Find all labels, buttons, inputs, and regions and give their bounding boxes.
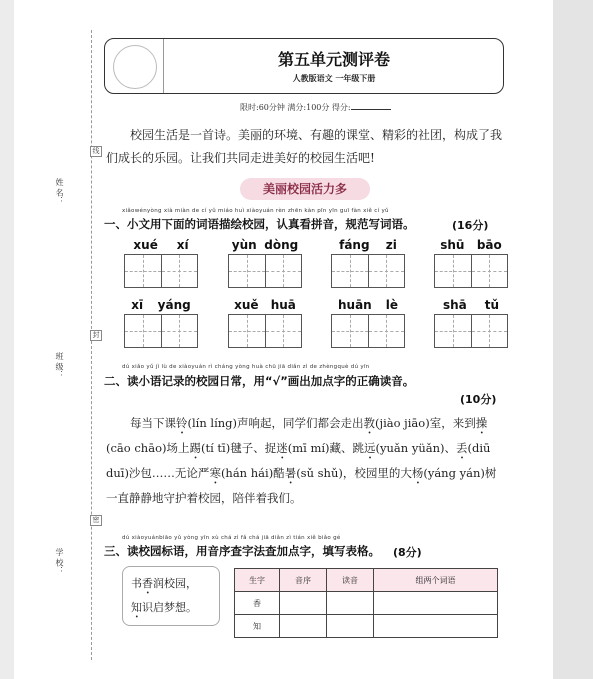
school-label: 学 校：: [55, 548, 64, 575]
writing-cell[interactable]: [435, 315, 472, 347]
slogan-line-1: [131, 573, 219, 597]
writing-cell[interactable]: [332, 315, 369, 347]
pinyin-syllable: dòng: [264, 238, 299, 252]
lookup-table: [234, 568, 498, 638]
q2-passage: [106, 412, 506, 511]
writing-grid: [124, 254, 198, 288]
writing-cell[interactable]: [125, 315, 162, 347]
pinyin-syllable: huān: [338, 298, 372, 312]
writing-cell[interactable]: [435, 255, 472, 287]
intro-paragraph: 校园生活是一首诗。美丽的环境、有趣的课堂、精彩的社团，构成了我们成长的乐园。让我们共同走进美好的校园生活吧!: [106, 128, 503, 165]
pinyin-syllable: tǔ: [484, 298, 499, 312]
pinyin-syllable: xí: [176, 238, 189, 252]
binding-tag-top: 线: [90, 146, 102, 157]
right-edge: [553, 0, 593, 679]
writing-grid: [228, 314, 302, 348]
passage-text: (sǔ shǔ)，校园里的大: [296, 466, 412, 480]
score-blank[interactable]: [351, 101, 391, 110]
passage-text: (tí tī)毽子、捉: [200, 441, 277, 455]
class-field: [54, 352, 84, 379]
word-item: [434, 298, 508, 348]
dotted-char[interactable]: 寒: [209, 466, 221, 480]
q2-pinyin: dú xiǎo yǔ jì lù de xiàoyuán rì cháng yòng huà chū jiā diǎn zì de zhèngquè dú yīn: [122, 364, 370, 370]
word-pinyin: [124, 238, 198, 254]
writing-grid: [331, 314, 405, 348]
writing-grid: [434, 314, 508, 348]
binding-tag-bottom: 密: [90, 515, 102, 526]
table-answer-cell[interactable]: [280, 615, 327, 638]
passage-text: (jiào jiāo)室，来到: [375, 416, 476, 430]
table-header-cell: 组两个词语: [374, 569, 498, 592]
q1-pinyin: xiǎowényòng xià miàn de cí yǔ miáo huì xiàoyuán rèn zhēn kàn pīn yīn guī fàn xiě cí yǔ: [122, 208, 389, 214]
name-field: [54, 178, 84, 205]
class-label: 班 级：: [55, 352, 64, 379]
pinyin-syllable: fáng: [339, 238, 370, 252]
pinyin-syllable: xuě: [234, 298, 259, 312]
word-pinyin: [228, 238, 302, 254]
table-char-cell: 知: [235, 615, 280, 638]
left-edge: [0, 0, 14, 679]
slogan-dotted-char: 知: [131, 601, 142, 614]
word-item: [331, 238, 405, 288]
q1-title: 一、小文用下面的词语描绘校园，认真看拼音，规范写词语。: [104, 217, 415, 231]
word-item: [434, 238, 508, 288]
writing-cell[interactable]: [162, 255, 198, 287]
table-row: [235, 592, 498, 615]
table-answer-cell[interactable]: [327, 615, 374, 638]
passage-text: (lín líng)声响起，同学们都会走出: [187, 416, 364, 430]
q3-pinyin: dú xiàoyuánbiāo yǔ yòng yīn xù chá zì fǎ chá jiā diǎn zì tián xiě biǎo gé: [122, 535, 341, 541]
word-pinyin: [434, 298, 508, 314]
passage-text: 每当下课: [130, 416, 176, 430]
q3-score: (8分): [393, 546, 422, 559]
pinyin-syllable: zi: [385, 238, 397, 252]
passage-text: (diū duī)沙包……无论严: [106, 441, 491, 480]
time-score-text: 限时:60分钟 满分:100分 得分:: [240, 103, 351, 112]
writing-cell[interactable]: [266, 255, 302, 287]
table-answer-cell[interactable]: [280, 592, 327, 615]
table-answer-cell[interactable]: [374, 592, 498, 615]
passage-text: (yáng yán)树一直静静地守护着校园，陪伴着我们。: [106, 466, 497, 505]
q3-title: 三、读校园标语，用音序查字法查加点字，填写表格。: [104, 544, 380, 558]
q1-score: (16分): [452, 219, 489, 232]
passage-text: (mī mí)藏、跳: [287, 441, 365, 455]
passage-text: (cāo chāo)场上: [106, 441, 190, 455]
word-pinyin: [331, 298, 405, 314]
exam-meta: [240, 101, 391, 113]
q2-score: (10分): [460, 393, 497, 406]
word-item: [124, 298, 198, 348]
writing-grid: [124, 314, 198, 348]
word-pinyin: [434, 238, 508, 254]
pinyin-syllable: shā: [442, 298, 467, 312]
dotted-char[interactable]: 踢: [189, 441, 201, 455]
pinyin-syllable: xī: [131, 298, 144, 312]
word-item: [228, 298, 302, 348]
writing-cell[interactable]: [125, 255, 162, 287]
writing-cell[interactable]: [266, 315, 302, 347]
slogan-char: 书: [131, 577, 142, 590]
decorative-circle: [113, 45, 157, 89]
pinyin-syllable: lè: [385, 298, 398, 312]
writing-cell[interactable]: [369, 315, 405, 347]
dotted-char[interactable]: 铃: [176, 416, 188, 430]
word-item: [124, 238, 198, 288]
table-header-cell: 读音: [327, 569, 374, 592]
dotted-char[interactable]: 杨: [411, 466, 424, 480]
writing-cell[interactable]: [229, 255, 266, 287]
name-label: 姓 名：: [55, 178, 64, 205]
pinyin-syllable: huā: [270, 298, 296, 312]
writing-cell[interactable]: [472, 255, 508, 287]
word-item: [331, 298, 405, 348]
table-header-cell: 生字: [235, 569, 280, 592]
passage-text: (yuǎn yüǎn)、: [375, 441, 456, 455]
pinyin-syllable: bāo: [476, 238, 502, 252]
slogan-dotted-char: 香: [142, 577, 153, 590]
writing-grid: [228, 254, 302, 288]
writing-cell[interactable]: [369, 255, 405, 287]
writing-cell[interactable]: [162, 315, 198, 347]
table-header-cell: 音序: [280, 569, 327, 592]
pinyin-syllable: yùn: [231, 238, 257, 252]
writing-grid: [331, 254, 405, 288]
page-title: 第五单元测评卷: [277, 50, 390, 69]
binding-margin: [52, 0, 106, 679]
q2-title: 二、读小语记录的校园日常，用“√”画出加点字的正确读音。: [104, 374, 415, 388]
dotted-char[interactable]: 迷: [276, 441, 288, 455]
writing-grid: [434, 254, 508, 288]
slogan-card: [122, 566, 220, 626]
dotted-char[interactable]: 丢: [455, 441, 468, 455]
table-char-cell: 香: [235, 592, 280, 615]
word-pinyin: [124, 298, 198, 314]
school-field: [54, 548, 84, 575]
lookup-table-header: [235, 569, 498, 592]
page-subtitle: 人教版语文 一年级下册: [292, 74, 376, 83]
dotted-char[interactable]: 教: [363, 416, 376, 430]
table-answer-cell[interactable]: [374, 615, 498, 638]
dotted-char[interactable]: 暑: [284, 466, 297, 480]
word-pinyin: [331, 238, 405, 254]
dotted-char[interactable]: 操: [475, 416, 488, 430]
writing-cell[interactable]: [332, 255, 369, 287]
binding-tag-middle: 封: [90, 330, 102, 341]
slogan-line-2: [131, 597, 219, 621]
slogan-text: 润校园，: [153, 577, 197, 590]
word-pinyin: [228, 298, 302, 314]
section-banner: 美丽校园活力多: [240, 178, 370, 200]
passage-text: (hán hái)酷: [220, 466, 285, 480]
table-row: [235, 615, 498, 638]
cut-line: [91, 30, 92, 660]
writing-cell[interactable]: [472, 315, 508, 347]
word-item: [228, 238, 302, 288]
header-divider: [163, 39, 164, 93]
pinyin-syllable: shū: [440, 238, 465, 252]
title-header: [104, 38, 504, 94]
dotted-char[interactable]: 远: [364, 441, 376, 455]
writing-cell[interactable]: [229, 315, 266, 347]
table-answer-cell[interactable]: [327, 592, 374, 615]
pinyin-syllable: yáng: [157, 298, 191, 312]
slogan-text: 识启梦想。: [142, 601, 197, 614]
pinyin-syllable: xué: [133, 238, 158, 252]
